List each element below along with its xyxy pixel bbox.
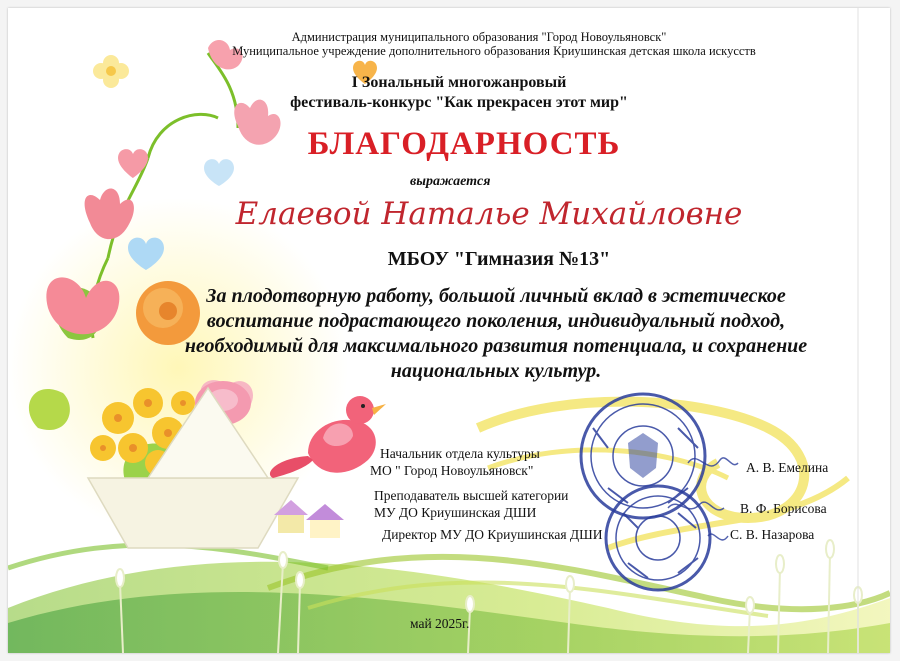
meadow-waves bbox=[8, 545, 890, 653]
signatory-1-title-line1: Начальник отдела культуры bbox=[380, 446, 540, 461]
festival-title-line2: фестиваль-конкурс "Как прекрасен этот мир" bbox=[290, 94, 628, 111]
header-institution: Муниципальное учреждение дополнительного образования Криушинская детская школа искусств bbox=[232, 44, 756, 58]
award-reason: За плодотворную работу, большой личный вклад в эстетическое воспитание подрастающего поколения, индивидуальный подход, необходимый для максимального развития потенциала, и сохранение национальных культур. bbox=[184, 285, 808, 382]
issue-date: май 2025г. bbox=[410, 616, 470, 631]
header-administration: Администрация муниципального образования "Город Новоульяновск" bbox=[291, 30, 667, 44]
signatory-2-title-line2: МУ ДО Криушинская ДШИ bbox=[374, 505, 537, 520]
certificate-page bbox=[8, 8, 890, 653]
certificate-title: БЛАГОДАРНОСТЬ bbox=[307, 126, 621, 162]
signatory-3-name: С. В. Назарова bbox=[730, 527, 815, 542]
recipient-organization: МБОУ "Гимназия №13" bbox=[387, 248, 611, 270]
festival-title-line1: I Зональный многожанровый bbox=[351, 74, 567, 91]
signatory-1-title-line2: МО " Город Новоульяновск" bbox=[370, 463, 534, 478]
round-stamp-small bbox=[606, 486, 710, 590]
expresses-label: выражается bbox=[410, 174, 491, 189]
signatory-3-title: Директор МУ ДО Криушинская ДШИ bbox=[382, 527, 603, 542]
signatory-2-name: В. Ф. Борисова bbox=[740, 501, 827, 516]
houses bbox=[274, 500, 344, 538]
signatory-2-title-line1: Преподаватель высшей категории bbox=[374, 488, 569, 503]
signatory-1-name: А. В. Емелина bbox=[746, 460, 829, 475]
recipient-name: Елаевой Наталье Михайловне bbox=[235, 196, 743, 232]
